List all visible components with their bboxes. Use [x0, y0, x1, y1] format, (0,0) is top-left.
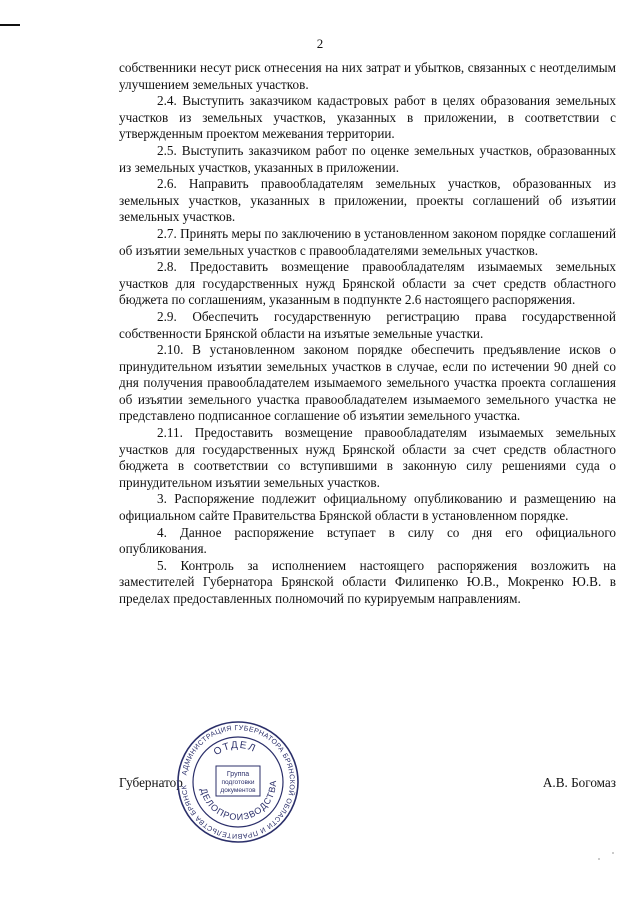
document-paragraph: 2.9. Обеспечить государственную регистрацию права государственной собственности Брянской области на изъятые земельные участки.: [119, 308, 616, 341]
scan-speck: [598, 858, 600, 860]
svg-text:ОТДЕЛ: [212, 740, 258, 758]
page-number: 2: [316, 36, 324, 51]
document-paragraph: 2.4. Выступить заказчиком кадастровых работ в целях образования земельных участков из земельных участков, указанных в приложении, в соответствии с утвержденным проектом межевания территории.: [119, 93, 616, 142]
document-body: [119, 60, 616, 608]
official-stamp: [176, 720, 300, 844]
document-paragraph: 2.11. Предоставить возмещение правообладателям изымаемых земельных участков для государственных нужд Брянской области за счет средств областного бюджета в соответствии со вступившими в законную силу решениями суда о принудительном изъятии земельных участков.: [119, 425, 616, 490]
stamp-inner-top-text: ОТДЕЛ: [211, 739, 259, 759]
scan-speck: [612, 852, 614, 854]
document-paragraph: 4. Данное распоряжение вступает в силу со дня его официального опубликования.: [119, 524, 616, 557]
scan-edge-mark: [0, 24, 20, 26]
document-paragraph: 5. Контроль за исполнением настоящего распоряжения возложить на заместителей Губернатора Брянской области Филипенко Ю.В., Мокренко Ю.В. в пределах предоставленных полномочий по курируемым направлениям.: [119, 557, 616, 606]
document-paragraph: 2.6. Направить правообладателям земельных участков, образованных из земельных участков, указанных в приложении, проекты соглашений об изъятии земельных участков.: [119, 176, 616, 225]
document-paragraph: собственники несут риск отнесения на них затрат и убытков, связанных с неотделимым улучшением земельных участков.: [119, 60, 616, 92]
document-paragraph: 3. Распоряжение подлежит официальному опубликованию и размещению на официальном сайте Правительства Брянской области в установленном порядке.: [119, 491, 616, 524]
stamp-seal-icon: [176, 720, 300, 844]
stamp-outer-text: АДМИНИСТРАЦИЯ ГУБЕРНАТОРА БРЯНСКОЙ ОБЛАСТИ И ПРАВИТЕЛЬСТВА БРЯНСК: [181, 724, 296, 840]
document-paragraph: 2.7. Принять меры по заключению в установленном законом порядке соглашений об изъятии земельных участков с правообладателями земельных участков.: [119, 225, 616, 258]
signatory-title: Губернатор: [119, 775, 183, 790]
signatory-name: А.В. Богомаз: [542, 775, 616, 790]
document-paragraph: 2.5. Выступить заказчиком работ по оценке земельных участков, образованных из земельных участков, указанных в приложении.: [119, 142, 616, 175]
document-paragraph: 2.8. Предоставить возмещение правообладателям изымаемых земельных участков для государственных нужд Брянской области за счет средств областного бюджета по соглашениям, указанным в подпункте 2.6 настоящего распоряжения.: [119, 259, 616, 308]
stamp-inner-bottom-text: ДЕЛОПРОИЗВОДСТВА: [198, 779, 279, 823]
stamp-center-line-1: Группа: [226, 771, 250, 778]
stamp-center-line-2: подготовки: [221, 779, 255, 786]
stamp-center-line-3: документов: [220, 787, 256, 794]
document-paragraph: 2.10. В установленном законом порядке обеспечить предъявление исков о принудительном изъятии земельных участков в случае, если по истечении 90 дней со дня получения правообладателем изымаемого земельного участка проекта соглашения об изъятии земельного участка правообладателем изымаемого земельного участка не представлено подписанное соглашение об изъятии земельного участка.: [119, 342, 616, 424]
